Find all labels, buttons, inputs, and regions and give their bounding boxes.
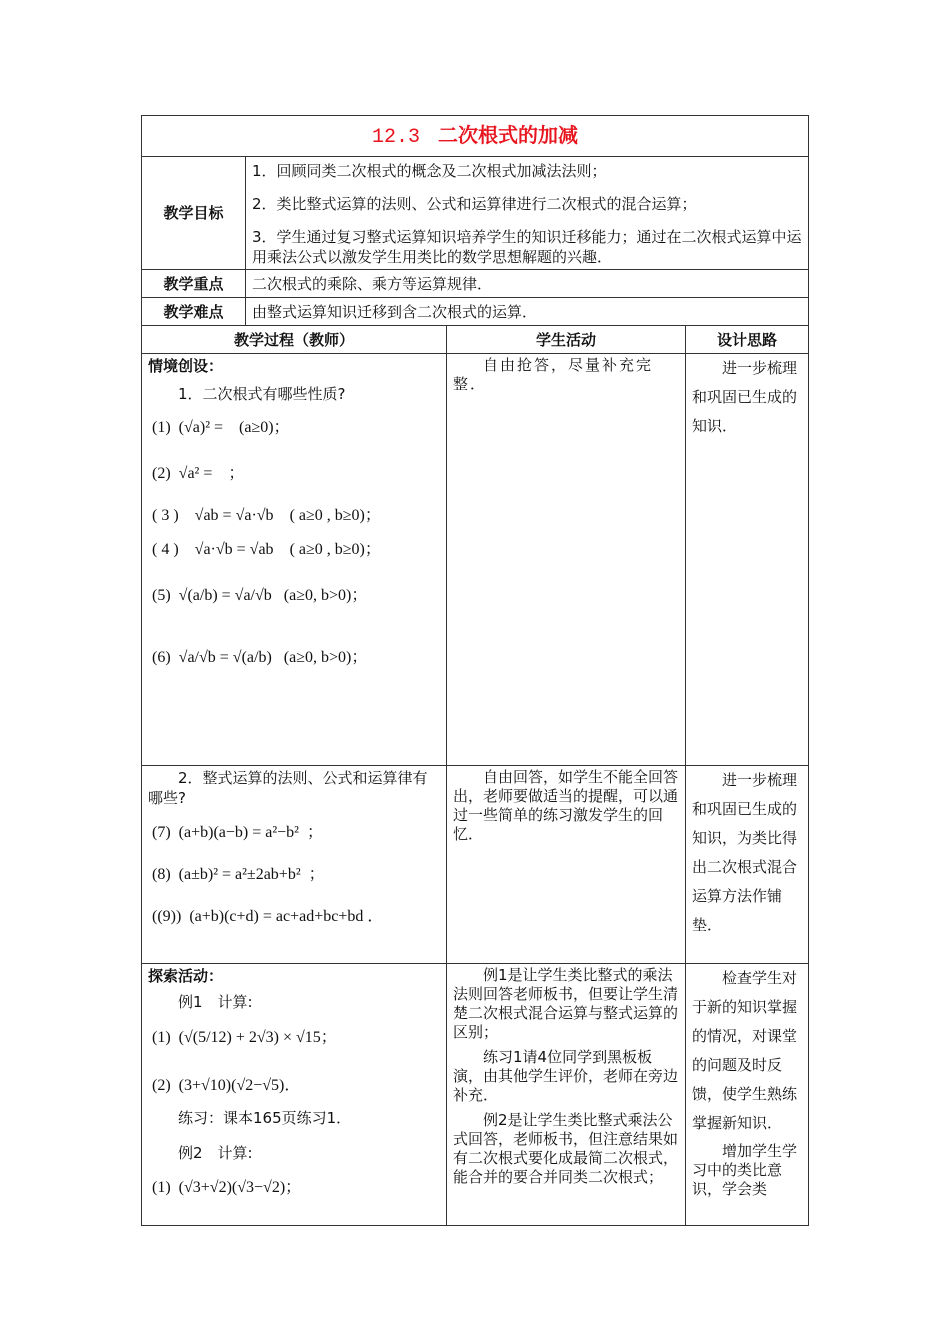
formula-row: ((9)) (a+b)(c+d) = ac+ad+bc+bd ．: [148, 908, 384, 925]
section-number: 12.3: [372, 125, 421, 149]
example-row: [148, 1178, 440, 1198]
student-activity-text: 例2是让学生类比整式乘法公式回答，老师板书，但注意结果如有二次根式要化成最简二次根式，能合并的要合并同类二次根式；: [453, 1111, 679, 1186]
example-expression: (√3+√2)(√3−√2)；: [178, 1179, 302, 1196]
key-point-text: 二次根式的乘除、乘方等运算规律．: [246, 270, 809, 298]
formula-number: ( 4 ): [152, 541, 179, 558]
formula-number: ( 3 ): [152, 507, 179, 524]
formula-row: [148, 823, 440, 843]
column-header-student: 学生活动: [447, 326, 686, 354]
section-heading: 情境创设：: [148, 357, 224, 375]
example-row: [148, 1028, 440, 1048]
formula-row: [148, 586, 440, 606]
formula-condition: (a≥0, b>0)；: [283, 649, 368, 666]
formula-expression: √a·√b = √ab: [194, 541, 274, 558]
formula-number: (2): [152, 465, 171, 482]
formula-condition: ( a≥0 , b≥0)；: [289, 541, 381, 558]
student-activity-text: 自由回答，如学生不能全回答出，老师要做适当的提醒，可以通过一些简单的练习激发学生的回忆．: [453, 768, 679, 843]
section-title: 二次根式的加减: [438, 122, 579, 147]
objectives-content: [246, 157, 809, 270]
formula-row: [148, 418, 440, 438]
column-header-design: 设计思路: [686, 326, 809, 354]
formula-row: [148, 865, 440, 885]
key-point-label: 教学重点: [142, 270, 246, 298]
design-text: 进一步梳理和巩固已生成的知识．: [692, 359, 798, 435]
formula-expression: (a±b)² = a²±2ab+b²: [178, 866, 301, 883]
example-number: (1): [152, 1029, 171, 1046]
student-activity-text: 自由抢答，尽量补充完整．: [453, 356, 654, 393]
example-formulas: [148, 1028, 440, 1096]
formula-condition: ．: [367, 908, 384, 925]
design-text: 增加学生学习中的类比意识，学会类: [692, 1142, 798, 1198]
student-activity-cell: [447, 354, 686, 766]
teacher-cell-rules: [142, 766, 447, 964]
formula-expression: (√a)² =: [178, 419, 224, 436]
formula-expression: √(a/b) = √a/√b: [178, 587, 272, 604]
question: 2．整式运算的法则、公式和运算律有哪些?: [148, 769, 428, 807]
objectives-label: 教学目标: [142, 157, 246, 270]
formula-condition: ；: [308, 866, 325, 883]
section-heading: 探索活动：: [148, 967, 224, 985]
lesson-plan-page: [141, 115, 808, 1226]
design-text: 检查学生对于新的知识掌握的情况，对课堂的问题及时反馈，使学生熟练掌握新知识．: [692, 969, 798, 1132]
student-activity-cell: [447, 964, 686, 1226]
formula-condition: ( a≥0 , b≥0)；: [289, 507, 381, 524]
formula-row: [148, 506, 440, 526]
practice-note: 练习：课本165页练习1．: [178, 1109, 352, 1127]
title-cell: [142, 116, 809, 157]
formula-number: (1): [152, 419, 171, 436]
formula-row: [148, 464, 440, 484]
student-activity-cell: [447, 766, 686, 964]
formula-expression: (a+b)(a−b) = a²−b²: [178, 824, 299, 841]
formula-condition: (a≥0)；: [239, 419, 290, 436]
example-formulas: [148, 1178, 440, 1198]
formula-expression: √ab = √a·√b: [194, 507, 274, 524]
formula-number: (7): [152, 824, 171, 841]
example-number: (1): [152, 1179, 171, 1196]
objective-item: 3．学生通过复习整式运算知识培养学生的知识迁移能力；通过在二次根式运算中运用乘法公式以激发学生用类比的数学思想解题的兴趣．: [252, 228, 802, 266]
example-label: 例1 计算:: [178, 993, 253, 1011]
lesson-title: [372, 123, 578, 147]
objective-item: 2．类比整式运算的法则、公式和运算律进行二次根式的混合运算；: [252, 195, 697, 213]
example-expression: (3+√10)(√2−√5)．: [178, 1077, 301, 1094]
formula-condition: ；: [306, 824, 323, 841]
student-activity-text: 例1是让学生类比整式的乘法法则回答老师板书，但要让学生清楚二次根式混合运算与整式运算的区别；: [453, 966, 679, 1041]
example-number: (2): [152, 1077, 171, 1094]
difficulty-text: 由整式运算知识迁移到含二次根式的运算．: [246, 298, 809, 326]
column-header-teacher: 教学过程（教师）: [142, 326, 447, 354]
example-label: 例2 计算:: [178, 1144, 253, 1162]
lesson-plan-table: [141, 115, 809, 1226]
formula-list: [148, 823, 440, 927]
formula-row: [148, 648, 440, 668]
formula-expression: (a+b)(c+d) = ac+ad+bc+bd: [189, 908, 364, 925]
example-expression: (√(5/12) + 2√3) × √15；: [178, 1029, 337, 1046]
difficulty-label: 教学难点: [142, 298, 246, 326]
student-activity-text: 练习1请4位同学到黑板板演，由其他学生评价，老师在旁边补充．: [453, 1048, 679, 1104]
example-row: [148, 1076, 440, 1096]
question: 1．二次根式有哪些性质?: [178, 385, 346, 403]
formula-number: (5): [152, 587, 171, 604]
formula-list: [148, 418, 440, 668]
formula-expression: √a² =: [178, 465, 213, 482]
objective-item: 1．回顾同类二次根式的概念及二次根式加减法法则；: [252, 162, 607, 180]
formula-number: (9): [157, 908, 176, 925]
design-cell: [686, 766, 809, 964]
design-cell: [686, 354, 809, 766]
teacher-cell-exploration: [142, 964, 447, 1226]
formula-expression: √a/√b = √(a/b): [178, 649, 272, 666]
formula-row: [148, 540, 440, 560]
design-text: 进一步梳理和巩固已生成的知识，为类比得出二次根式混合运算方法作铺垫．: [692, 771, 798, 934]
formula-condition: (a≥0, b>0)；: [283, 587, 368, 604]
design-cell: [686, 964, 809, 1226]
formula-condition: ；: [228, 465, 245, 482]
teacher-cell-scenario: [142, 354, 447, 766]
formula-number: (8): [152, 866, 171, 883]
formula-number: (6): [152, 649, 171, 666]
